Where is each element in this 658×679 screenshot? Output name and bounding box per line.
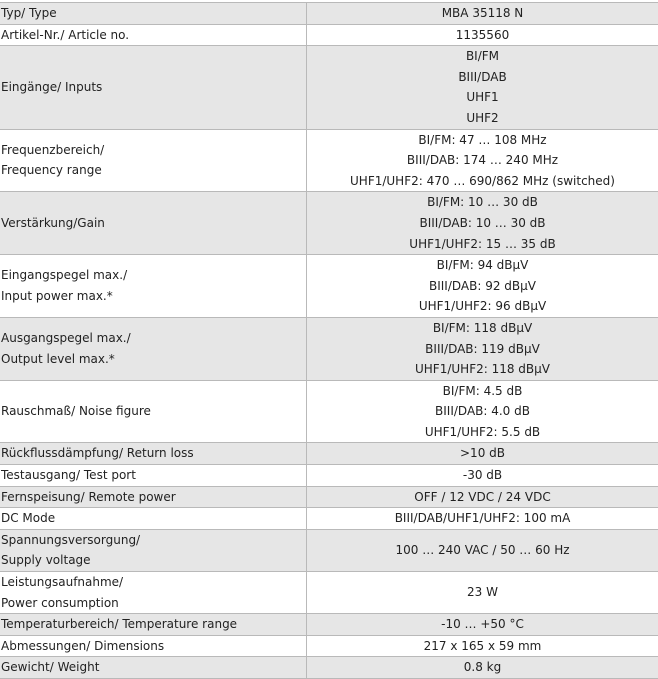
spec-table bbox=[0, 2, 658, 679]
spec-value-cell bbox=[307, 614, 658, 636]
spec-label-cell bbox=[0, 3, 307, 25]
spec-label-cell bbox=[0, 255, 307, 318]
spec-value-line: BIII/DAB/UHF1/UHF2: 100 mA bbox=[309, 508, 656, 529]
spec-row bbox=[0, 635, 658, 657]
spec-label-cell bbox=[0, 46, 307, 129]
spec-row bbox=[0, 380, 658, 443]
spec-label-line: Abmessungen/ Dimensions bbox=[1, 636, 304, 657]
spec-value-line: -30 dB bbox=[309, 465, 656, 486]
spec-label-line: Gewicht/ Weight bbox=[1, 657, 304, 678]
spec-value-cell bbox=[307, 657, 658, 679]
spec-label-cell bbox=[0, 508, 307, 530]
spec-label-line: Leistungsaufnahme/ bbox=[1, 572, 304, 593]
spec-value-line: -10 … +50 °C bbox=[309, 614, 656, 635]
spec-label-cell bbox=[0, 129, 307, 192]
spec-label-cell bbox=[0, 317, 307, 380]
spec-value-line: BI/FM: 94 dBµV bbox=[309, 255, 656, 276]
spec-label-line: Power consumption bbox=[1, 593, 304, 614]
spec-value-cell bbox=[307, 529, 658, 571]
spec-value-cell bbox=[307, 3, 658, 25]
spec-value-line: BIII/DAB: 119 dBµV bbox=[309, 339, 656, 360]
spec-label-cell bbox=[0, 614, 307, 636]
spec-value-cell bbox=[307, 192, 658, 255]
spec-value-line: UHF1/UHF2: 15 … 35 dB bbox=[309, 234, 656, 255]
spec-label-line: Verstärkung/Gain bbox=[1, 213, 304, 234]
spec-label-cell bbox=[0, 380, 307, 443]
spec-value-line: UHF1/UHF2: 118 dBµV bbox=[309, 359, 656, 380]
spec-value-line: 217 x 165 x 59 mm bbox=[309, 636, 656, 657]
spec-value-cell bbox=[307, 317, 658, 380]
spec-label-cell bbox=[0, 192, 307, 255]
spec-value-line: BI/FM: 47 … 108 MHz bbox=[309, 130, 656, 151]
spec-value-line: MBA 35118 N bbox=[309, 3, 656, 24]
spec-value-line: UHF2 bbox=[309, 108, 656, 129]
spec-label-cell bbox=[0, 635, 307, 657]
spec-value-line: BIII/DAB bbox=[309, 67, 656, 88]
spec-row bbox=[0, 129, 658, 192]
spec-value-line: BI/FM: 118 dBµV bbox=[309, 318, 656, 339]
spec-label-line: DC Mode bbox=[1, 508, 304, 529]
spec-label-cell bbox=[0, 24, 307, 46]
spec-value-cell bbox=[307, 508, 658, 530]
spec-value-line: BIII/DAB: 4.0 dB bbox=[309, 401, 656, 422]
spec-row bbox=[0, 317, 658, 380]
spec-label-line: Ausgangspegel max./ bbox=[1, 328, 304, 349]
spec-value-line: UHF1/UHF2: 470 … 690/862 MHz (switched) bbox=[309, 171, 656, 192]
spec-value-line: UHF1/UHF2: 96 dBµV bbox=[309, 296, 656, 317]
spec-label-cell bbox=[0, 529, 307, 571]
spec-value-line: 100 … 240 VAC / 50 … 60 Hz bbox=[309, 540, 656, 561]
spec-label-cell bbox=[0, 657, 307, 679]
spec-label-cell bbox=[0, 572, 307, 614]
spec-label-line: Typ/ Type bbox=[1, 3, 304, 24]
spec-label-cell bbox=[0, 443, 307, 465]
spec-row bbox=[0, 3, 658, 25]
spec-value-line: BIII/DAB: 10 … 30 dB bbox=[309, 213, 656, 234]
spec-label-cell bbox=[0, 486, 307, 508]
spec-row bbox=[0, 192, 658, 255]
spec-label-line: Fernspeisung/ Remote power bbox=[1, 487, 304, 508]
spec-value-line: BIII/DAB: 92 dBµV bbox=[309, 276, 656, 297]
spec-label-line: Spannungsversorgung/ bbox=[1, 530, 304, 551]
spec-value-cell bbox=[307, 465, 658, 487]
spec-label-line: Input power max.* bbox=[1, 286, 304, 307]
spec-row bbox=[0, 614, 658, 636]
spec-value-line: 1135560 bbox=[309, 25, 656, 46]
spec-label-line: Frequenzbereich/ bbox=[1, 140, 304, 161]
spec-value-cell bbox=[307, 486, 658, 508]
spec-label-line: Rauschmaß/ Noise figure bbox=[1, 401, 304, 422]
spec-row bbox=[0, 508, 658, 530]
spec-value-line: 0.8 kg bbox=[309, 657, 656, 678]
spec-row bbox=[0, 24, 658, 46]
spec-row bbox=[0, 443, 658, 465]
spec-value-line: >10 dB bbox=[309, 443, 656, 464]
spec-row bbox=[0, 572, 658, 614]
spec-row bbox=[0, 255, 658, 318]
spec-value-line: UHF1 bbox=[309, 87, 656, 108]
spec-row bbox=[0, 486, 658, 508]
spec-label-line: Rückflussdämpfung/ Return loss bbox=[1, 443, 304, 464]
spec-label-line: Frequency range bbox=[1, 160, 304, 181]
spec-value-cell bbox=[307, 24, 658, 46]
spec-value-cell bbox=[307, 443, 658, 465]
spec-label-line: Temperaturbereich/ Temperature range bbox=[1, 614, 304, 635]
spec-label-cell bbox=[0, 465, 307, 487]
spec-value-line: BI/FM bbox=[309, 46, 656, 67]
spec-table-body bbox=[0, 3, 658, 679]
spec-value-cell bbox=[307, 380, 658, 443]
spec-row bbox=[0, 465, 658, 487]
spec-value-line: BIII/DAB: 174 … 240 MHz bbox=[309, 150, 656, 171]
spec-row bbox=[0, 529, 658, 571]
spec-label-line: Supply voltage bbox=[1, 550, 304, 571]
spec-value-line: BI/FM: 4.5 dB bbox=[309, 381, 656, 402]
spec-value-cell bbox=[307, 46, 658, 129]
spec-label-line: Eingänge/ Inputs bbox=[1, 77, 304, 98]
spec-value-line: BI/FM: 10 … 30 dB bbox=[309, 192, 656, 213]
spec-row bbox=[0, 657, 658, 679]
spec-label-line: Output level max.* bbox=[1, 349, 304, 370]
spec-value-cell bbox=[307, 255, 658, 318]
spec-value-cell bbox=[307, 635, 658, 657]
spec-value-line: 23 W bbox=[309, 582, 656, 603]
spec-value-cell bbox=[307, 129, 658, 192]
spec-value-line: UHF1/UHF2: 5.5 dB bbox=[309, 422, 656, 443]
spec-value-line: OFF / 12 VDC / 24 VDC bbox=[309, 487, 656, 508]
spec-label-line: Artikel-Nr./ Article no. bbox=[1, 25, 304, 46]
spec-value-cell bbox=[307, 572, 658, 614]
spec-row bbox=[0, 46, 658, 129]
spec-label-line: Eingangspegel max./ bbox=[1, 265, 304, 286]
spec-label-line: Testausgang/ Test port bbox=[1, 465, 304, 486]
